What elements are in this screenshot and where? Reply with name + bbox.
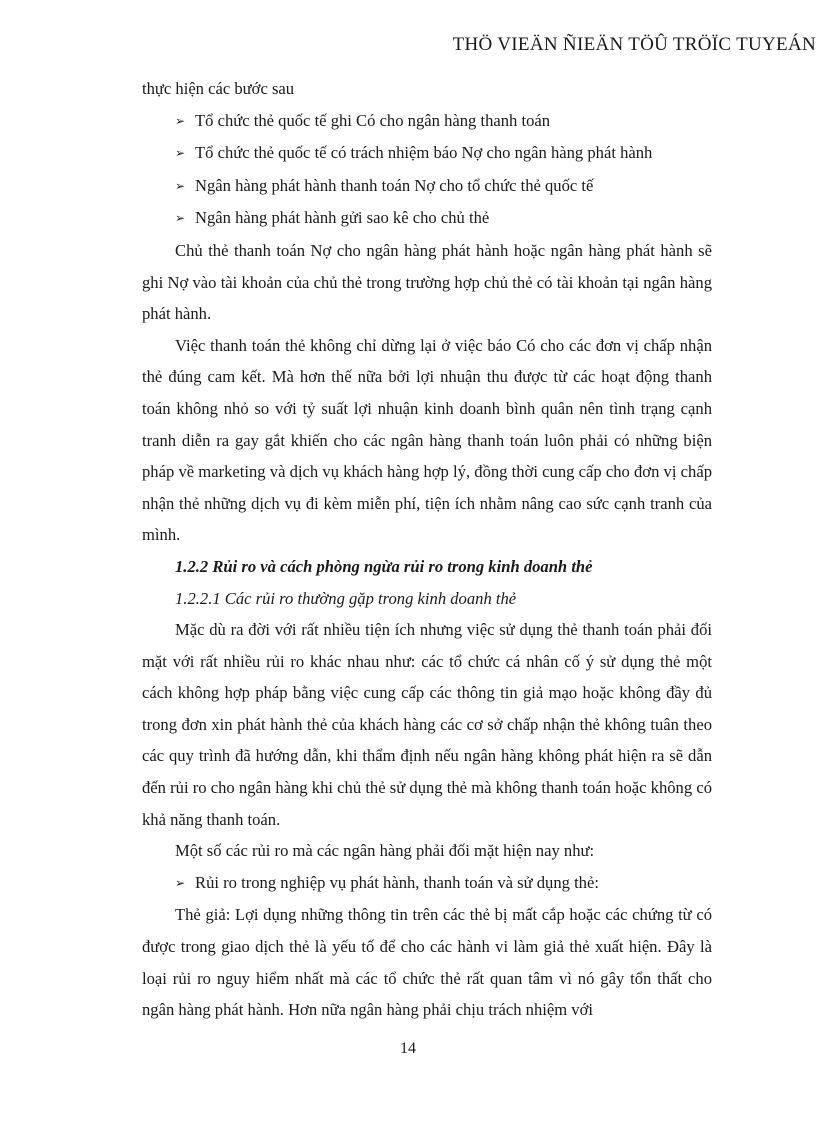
paragraph: Mặc dù ra đời với rất nhiều tiện ích nhưng việc sử dụng thẻ thanh toán phải đối mặt với rất nhiều rủi ro khác nhau như: các tổ chức cá nhân cố ý sử dụng thẻ một cách không hợp pháp bằng việc cung cấp các thông tin giả mạo hoặc không đầy đủ trong đơn xin phát hành thẻ của khách hàng các cơ sở chấp nhận thẻ không tuân theo các quy trình đã hướng dẫn, khi thẩm định nếu ngân hàng không phát hiện ra sẽ dẫn đến rủi ro cho ngân hàng khi chủ thẻ sử dụng thẻ mà không thanh toán hoặc không có khả năng thanh toán. [142,620,712,829]
bullet-item: ➢ Ngân hàng phát hành gửi sao kê cho chủ thẻ [142,202,712,235]
bullet-item: ➢ Ngân hàng phát hành thanh toán Nợ cho tổ chức thẻ quốc tế [142,170,712,203]
document-body [142,73,712,1026]
paragraph: thực hiện các bước sau [142,79,295,98]
arrow-bullet-icon: ➢ [175,211,186,226]
arrow-bullet-icon: ➢ [175,875,186,890]
paragraph: Chủ thẻ thanh toán Nợ cho ngân hàng phát hành hoặc ngân hàng phát hành sẽ ghi Nợ vào tài khoản của chủ thẻ trong trường hợp chủ thẻ có tài khoản tại ngân hàng phát hành. [142,240,712,324]
arrow-bullet-icon: ➢ [175,113,186,128]
paragraph: Một số các rủi ro mà các ngân hàng phải đối mặt hiện nay như: [175,841,595,861]
arrow-bullet-icon: ➢ [175,146,186,161]
bullet-item: ➢ Tổ chức thẻ quốc tế ghi Có cho ngân hàng thanh toán [142,105,712,138]
paragraph: Việc thanh toán thẻ không chỉ dừng lại ở việc báo Có cho các đơn vị chấp nhận thẻ đúng cam kết. Mà hơn thế nữa bởi lợi nhuận thu được từ các hoạt động thanh toán không nhỏ so với tỷ suất lợi nhuận kinh doanh bình quân nên tình trạng cạnh tranh diễn ra gay gắt khiến cho các ngân hàng thanh toán luôn phải có những biện pháp về marketing và dịch vụ khách hàng hợp lý, đồng thời cung cấp cho đơn vị chấp nhận thẻ những dịch vụ đi kèm miễn phí, tiện ích nhằm nâng cao sức cạnh tranh của mình. [142,335,712,545]
paragraph: Thẻ giả: Lợi dụng những thông tin trên các thẻ bị mất cắp hoặc các chứng từ có được trong giao dịch thẻ là yếu tố để cho các hành vi làm giả thẻ xuất hiện. Đây là loại rủi ro nguy hiểm nhất mà các tổ chức thẻ rất quan tâm vì nó gây tổn thất cho ngân hàng phát hành. Hơn nữa ngân hàng phải chịu trách nhiệm với [142,905,712,1020]
bullet-item: ➢ Rủi ro trong nghiệp vụ phát hành, thanh toán và sử dụng thẻ: [142,867,712,900]
arrow-bullet-icon: ➢ [175,178,186,193]
subsection-heading: 1.2.2.1 Các rủi ro thường gặp trong kinh doanh thẻ [175,588,517,608]
bullet-item: ➢ Tổ chức thẻ quốc tế có trách nhiệm báo Nợ cho ngân hàng phát hành [142,137,712,170]
page-number: 14 [400,1040,416,1057]
page-header: THÖ VIEÄN ÑIEÄN TÖÛ TRÖÏC TUYEÁN [452,34,816,55]
section-heading: 1.2.2 Rủi ro và cách phòng ngừa rủi ro trong kinh doanh thẻ [175,556,593,576]
